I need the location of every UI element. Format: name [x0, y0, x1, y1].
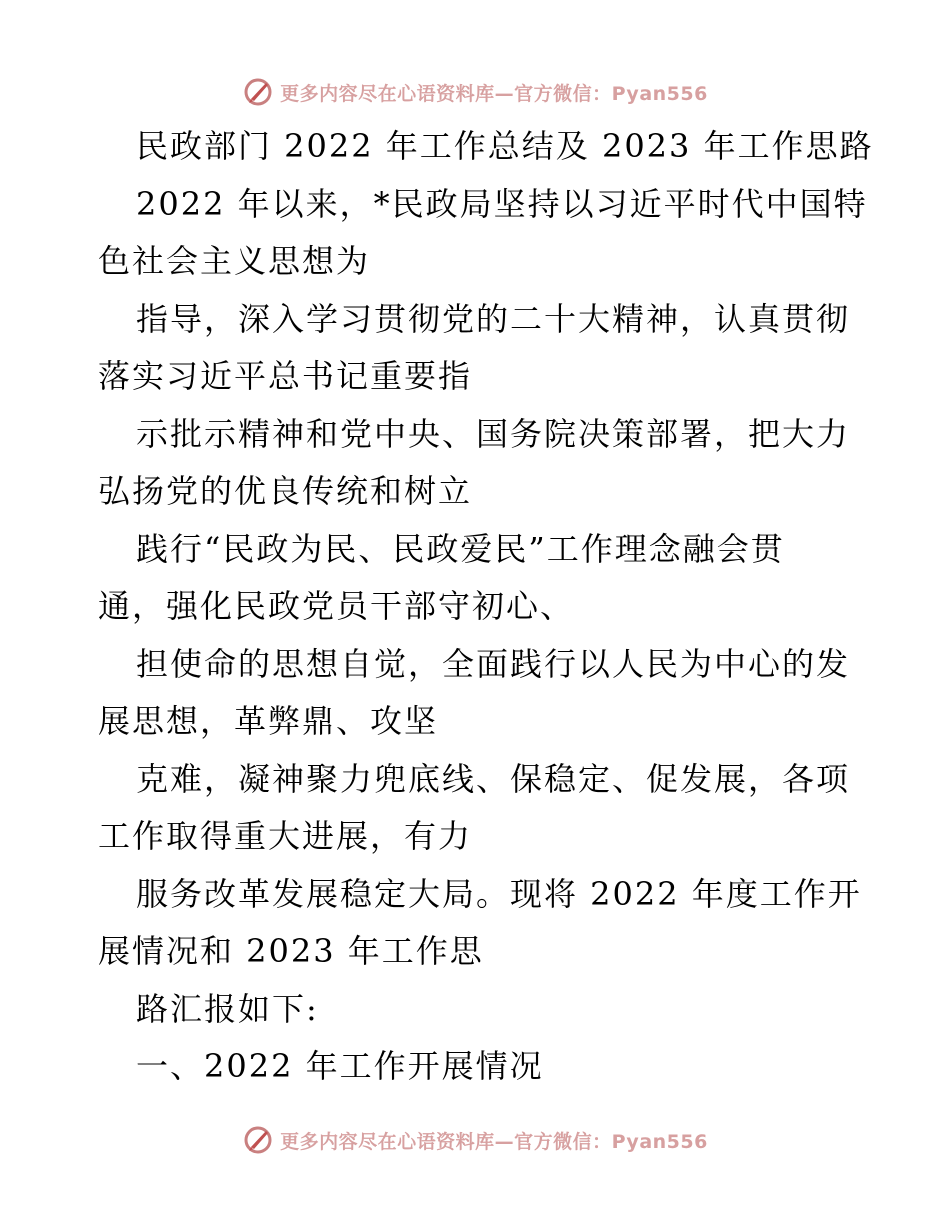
text-line: 展思想，革弊鼎、攻坚	[98, 702, 439, 740]
text-line: 践行“民政为民、民政爱民”工作理念融会贯	[136, 529, 785, 568]
text-line: 展情况和 2023 年工作思	[98, 932, 484, 970]
text-line: 工作取得重大进展，有力	[98, 817, 473, 855]
text-line: 克难，凝神聚力兜底线、保稳定、促发展，各项	[136, 759, 851, 798]
text-line: 路汇报如下:	[136, 989, 319, 1028]
watermark-text: 更多内容尽在心语资料库—官方微信：Pyan556	[280, 82, 708, 105]
text-line: 民政部门 2022 年工作总结及 2023 年工作思路	[136, 127, 874, 165]
text-line: 示批示精神和党中央、国务院决策部署，把大力	[136, 414, 851, 453]
text-line: 2022 年以来，*民政局坚持以习近平时代中国特	[136, 184, 868, 223]
text-line: 色社会主义思想为	[98, 242, 371, 280]
text-line: 担使命的思想自觉，全面践行以人民为中心的发	[136, 644, 851, 683]
document-body	[98, 118, 874, 1096]
quill-logo-icon	[242, 76, 274, 108]
text-line: 一、2022 年工作开展情况	[136, 1047, 544, 1085]
footer-watermark	[0, 1120, 950, 1160]
text-line: 服务改革发展稳定大局。现将 2022 年度工作开	[136, 874, 862, 913]
text-line: 通，强化民政党员干部守初心、	[98, 587, 575, 625]
header-watermark	[0, 72, 950, 112]
text-line: 弘扬党的优良传统和树立	[98, 472, 473, 510]
text-line: 落实习近平总书记重要指	[98, 357, 473, 395]
text-line: 指导，深入学习贯彻党的二十大精神，认真贯彻	[136, 299, 851, 338]
quill-logo-icon	[242, 1124, 274, 1156]
watermark-text: 更多内容尽在心语资料库—官方微信：Pyan556	[280, 1130, 708, 1153]
